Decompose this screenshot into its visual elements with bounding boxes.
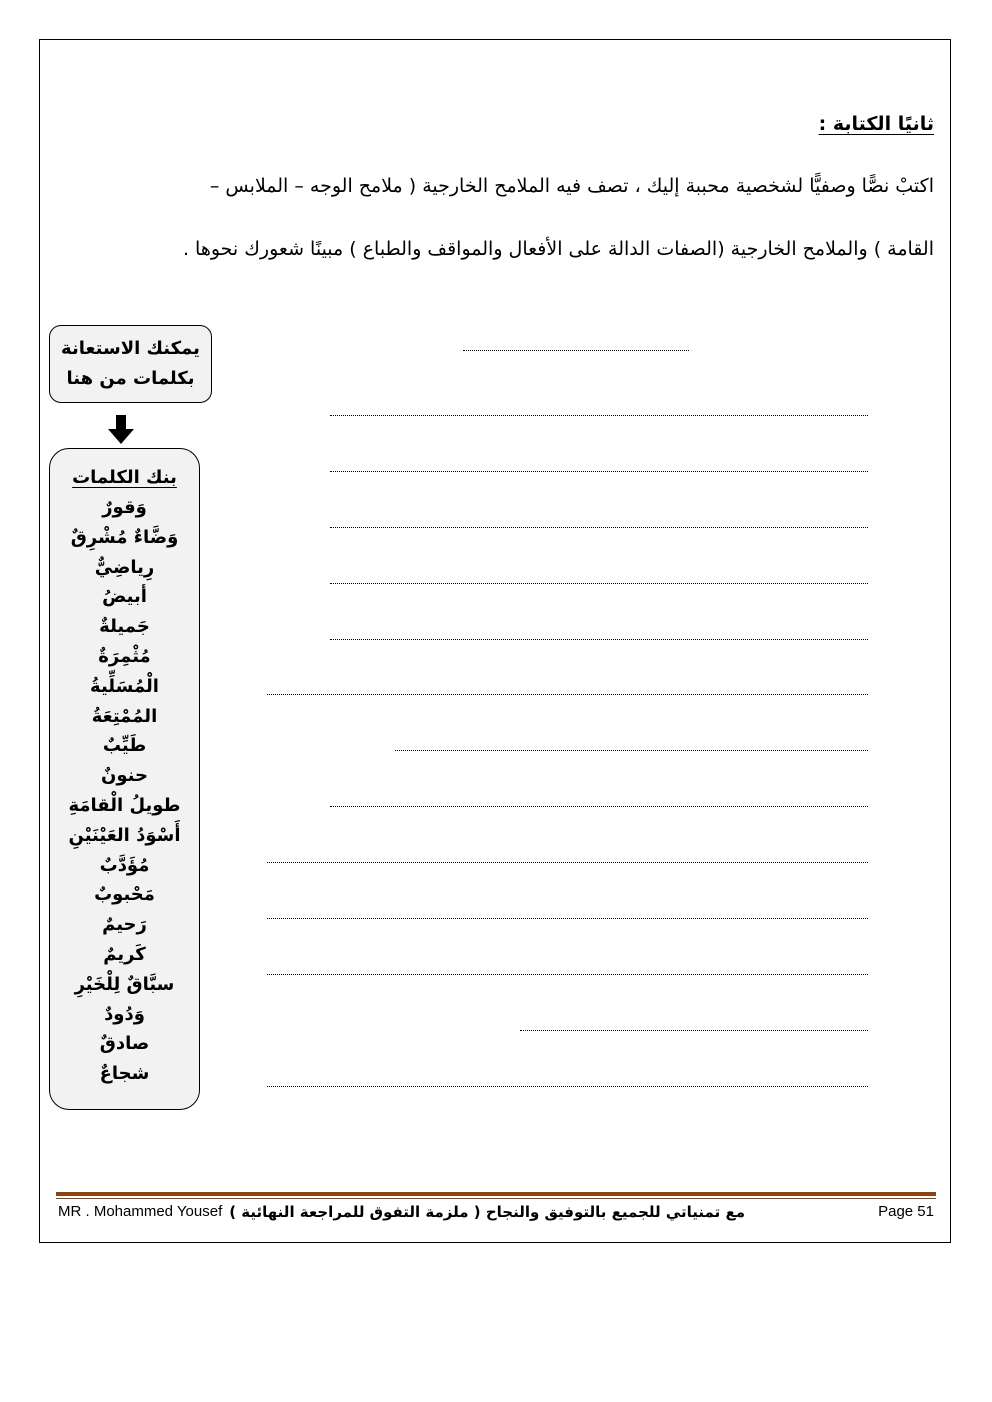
word-bank xyxy=(49,448,200,1110)
writing-line[interactable] xyxy=(267,916,868,919)
writing-line[interactable] xyxy=(267,972,868,975)
word-bank-item: رِياضِيٌّ xyxy=(94,556,155,578)
word-bank-item: رَحيمٌ xyxy=(102,914,147,936)
word-bank-item: طَيِّبٌ xyxy=(102,735,147,757)
writing-line[interactable] xyxy=(330,637,868,640)
instruction-line-2: القامة ) والملامح الخارجية (الصفات الدالة على الأفعال والمواقف والطباع ) مبينًا شعورك نحوها . xyxy=(182,238,934,260)
word-bank-item: حنونٌ xyxy=(101,765,148,787)
word-bank-item: سبَّاقٌ لِلْخَيْرِ xyxy=(74,973,175,995)
word-bank-item: المُمْتِعَةُ xyxy=(91,705,158,727)
instruction-line-1: اكتبْ نصًّا وصفيًّا لشخصية محببة إليك ، تصف فيه الملامح الخارجية ( ملامح الوجه – الملابس – xyxy=(209,175,934,197)
hint-line-1: يمكنك الاستعانة xyxy=(61,338,200,359)
word-bank-item: وَقورٌ xyxy=(102,497,147,518)
writing-line[interactable] xyxy=(520,1028,868,1031)
writing-line[interactable] xyxy=(330,525,868,528)
writing-line[interactable] xyxy=(330,413,868,416)
writing-line[interactable] xyxy=(267,692,868,695)
writing-line[interactable] xyxy=(463,348,689,351)
footer-author: MR . Mohammed Yousef xyxy=(58,1203,223,1220)
word-bank-item: مُثْمِرَةٌ xyxy=(98,645,151,667)
footer-message: مع تمنياتي للجميع بالتوفيق والنجاح ( ملزمة التفوق للمراجعة النهائية ) xyxy=(229,1203,745,1221)
word-bank-item: وَدُودٌ xyxy=(104,1003,145,1025)
hint-line-2: بكلمات من هنا xyxy=(66,368,195,389)
word-bank-item: مُؤَدَّبٌ xyxy=(99,854,150,876)
footer-divider-thin xyxy=(56,1198,936,1199)
footer-divider xyxy=(56,1192,936,1196)
section-title: ثانيًا الكتابة : xyxy=(818,113,934,135)
word-bank-item: صادقٌ xyxy=(99,1033,150,1055)
word-bank-title: بنك الكلمات xyxy=(72,467,177,488)
writing-line[interactable] xyxy=(330,804,868,807)
word-bank-item: جَميلةٌ xyxy=(99,616,150,638)
word-bank-item: وَضَّاءٌ مُشْرِقٌ xyxy=(70,526,179,548)
word-bank-item: الْمُسَلِّيةُ xyxy=(90,675,159,697)
writing-line[interactable] xyxy=(267,860,868,863)
writing-line[interactable] xyxy=(330,581,868,584)
word-bank-item: أَسْوَدُ العَيْنَيْنِ xyxy=(68,824,181,846)
word-bank-item: كَريمٌ xyxy=(103,943,146,965)
writing-line[interactable] xyxy=(267,1084,868,1087)
word-bank-item: طويلُ الْقامَةِ xyxy=(68,794,181,816)
writing-line[interactable] xyxy=(330,469,868,472)
footer-page-number: Page 51 xyxy=(878,1203,934,1220)
hint-box xyxy=(49,325,212,403)
arrow-down-icon xyxy=(106,415,136,445)
writing-line[interactable] xyxy=(395,748,868,751)
word-bank-item: شجاعٌ xyxy=(99,1063,150,1085)
word-bank-item: أبيضُ xyxy=(102,586,147,608)
word-bank-item: مَحْبوبٌ xyxy=(94,884,155,906)
